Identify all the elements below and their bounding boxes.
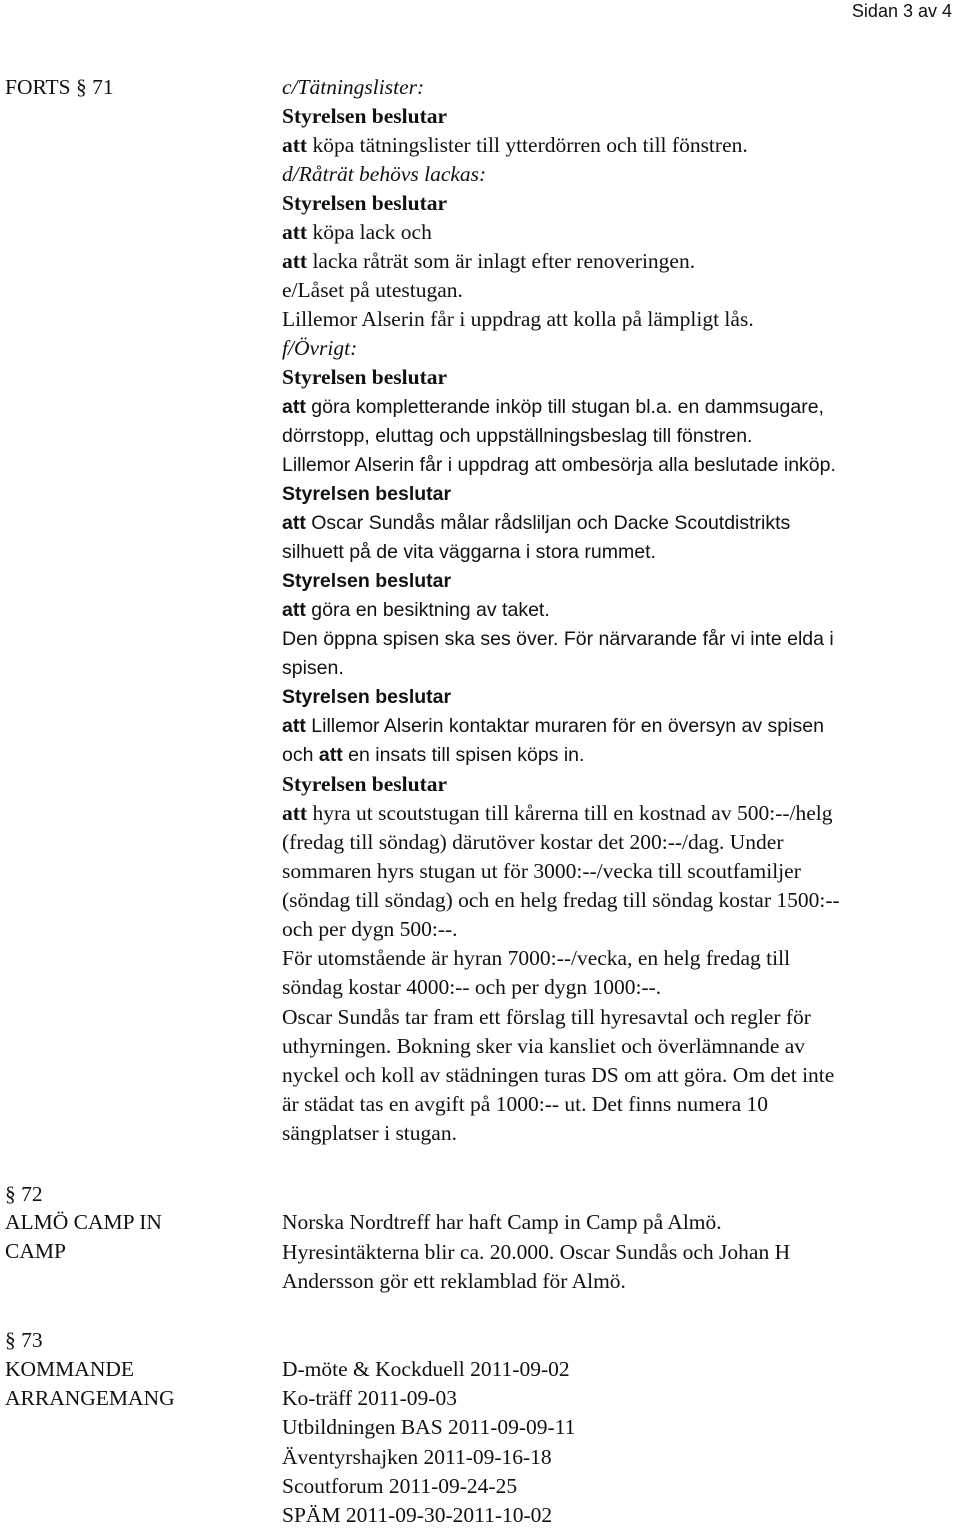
decision-line: att göra kompletterande inköp till stugan bl.a. en dammsugare, (282, 395, 824, 418)
decision-line: att hyra ut scoutstugan till kårerna till en kostnad av 500:--/helg (282, 801, 833, 826)
text-line: dörrstopp, eluttag och uppställningsbeslag till fönstren. (282, 424, 753, 447)
decision-line: att Lillemor Alserin kontaktar muraren för en översyn av spisen (282, 715, 824, 738)
section-71-content (282, 73, 952, 1148)
text-line: Hyresintäkterna blir ca. 20.000. Oscar Sundås och Johan H (282, 1239, 791, 1264)
section-73-title-line1: KOMMANDE (5, 1357, 134, 1381)
text-line: söndag kostar 4000:-- och per dygn 1000:--. (282, 975, 662, 1000)
text-line: sommaren hyrs stugan ut för 3000:--/vecka till scoutfamiljer (282, 859, 801, 884)
section-71-label: FORTS § 71 (5, 75, 114, 99)
decision-line: att köpa lack och (282, 220, 432, 245)
event-item: SPÄM 2011-09-30-2011-10-02 (282, 1503, 553, 1528)
event-item: Äventyrshajken 2011-09-16-18 (282, 1444, 552, 1469)
subheading-e: e/Låset på utestugan. (282, 278, 463, 303)
text-line: Lillemor Alserin får i uppdrag att ombesörja alla beslutade inköp. (282, 453, 836, 476)
decision-line: att köpa tätningslister till ytterdörren och till fönstren. (282, 133, 748, 158)
text-line: För utomstående är hyran 7000:--/vecka, en helg fredag till (282, 946, 791, 971)
decision-heading: Styrelsen beslutar (282, 191, 448, 216)
text-line: Norska Nordtreff har haft Camp in Camp på Almö. (282, 1210, 722, 1234)
decision-heading: Styrelsen beslutar (282, 569, 452, 592)
subheading-f: f/Övrigt: (282, 336, 358, 361)
section-72-label: § 72 (5, 1182, 43, 1206)
decision-heading: Styrelsen beslutar (282, 772, 448, 797)
event-item: Scoutforum 2011-09-24-25 (282, 1473, 518, 1498)
decision-heading: Styrelsen beslutar (282, 685, 452, 708)
text-line: spisen. (282, 656, 344, 679)
event-item: D-möte & Kockduell 2011-09-02 (282, 1357, 570, 1381)
decision-heading: Styrelsen beslutar (282, 482, 452, 505)
decision-heading: Styrelsen beslutar (282, 365, 448, 390)
decision-line: att göra en besiktning av taket. (282, 598, 550, 621)
text-line: (fredag till söndag) därutöver kostar det 200:--/dag. Under (282, 830, 784, 855)
text-line: och att en insats till spisen köps in. (282, 744, 585, 767)
text-line: silhuett på de vita väggarna i stora rummet. (282, 540, 656, 563)
text-line: Andersson gör ett reklamblad för Almö. (282, 1269, 626, 1293)
event-item: Utbildningen BAS 2011-09-09-11 (282, 1415, 576, 1440)
subheading-c: c/Tätningslister: (282, 75, 425, 99)
event-list (282, 1355, 575, 1530)
text-line: (söndag till söndag) och en helg fredag till söndag kostar 1500:-- (282, 888, 840, 913)
text-line: nyckel och koll av städningen turas DS om att göra. Om det inte (282, 1062, 835, 1087)
decision-line: att Oscar Sundås målar rådsliljan och Dacke Scoutdistrikts (282, 511, 791, 534)
section-72-title-line1: ALMÖ CAMP IN (5, 1210, 162, 1234)
decision-heading: Styrelsen beslutar (282, 104, 448, 129)
text-line: och per dygn 500:--. (282, 917, 458, 942)
text-line: Lillemor Alserin får i uppdrag att kolla på lämpligt lås. (282, 307, 754, 332)
section-73-label: § 73 (5, 1328, 43, 1352)
section-73-title-line2: ARRANGEMANG (5, 1386, 175, 1410)
event-item: Ko-träff 2011-09-03 (282, 1386, 457, 1411)
text-line: Den öppna spisen ska ses över. För närvarande får vi inte elda i (282, 627, 834, 650)
text-line: Oscar Sundås tar fram ett förslag till hyresavtal och regler för (282, 1004, 811, 1029)
section-72-content (282, 1208, 952, 1297)
decision-line: att lacka råträt som är inlagt efter renoveringen. (282, 249, 696, 274)
subheading-d: d/Råträt behövs lackas: (282, 162, 487, 187)
text-line: är städat tas en avgift på 1000:-- ut. Det finns numera 10 (282, 1091, 768, 1116)
page-number: Sidan 3 av 4 (851, 1, 952, 21)
section-72-title-line2: CAMP (5, 1239, 66, 1263)
text-line: sängplatser i stugan. (282, 1120, 457, 1145)
text-line: uthyrningen. Bokning sker via kansliet och överlämnande av (282, 1033, 806, 1058)
